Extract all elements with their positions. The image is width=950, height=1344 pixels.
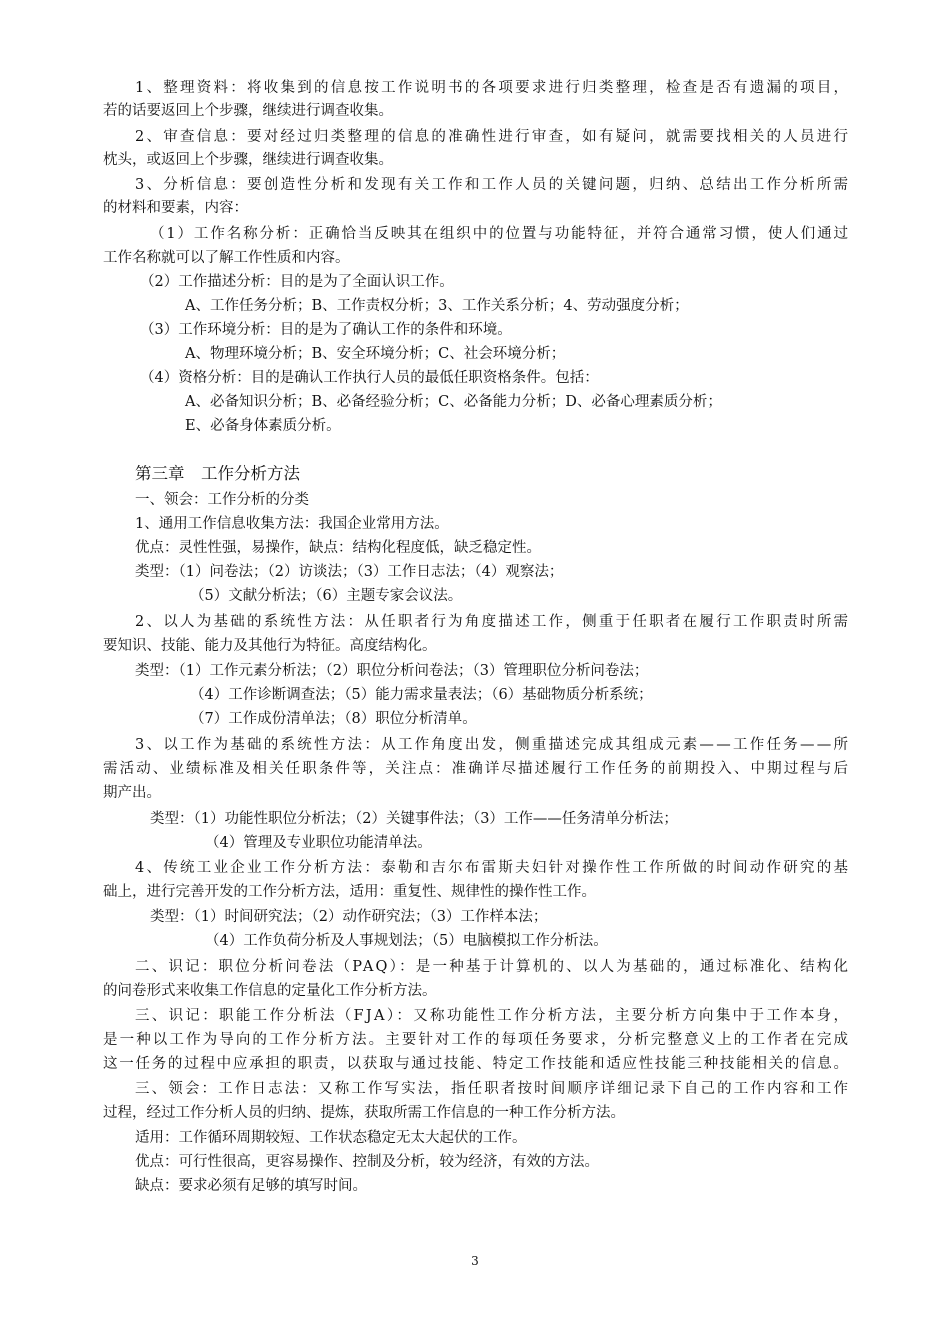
text-line: 二、识记：职位分析问卷法（PAQ）：是一种基于计算机的、以人为基础的，通过标准化、结构化 xyxy=(135,959,851,975)
text-line: 4、传统工业企业工作分析方法：泰勒和吉尔布雷斯夫妇针对操作性工作所做的时间动作研究的基 xyxy=(135,860,851,876)
text-line: 枕头，或返回上个步骤，继续进行调查收集。 xyxy=(103,152,393,168)
text-line: 类型：（1）工作元素分析法；（2）职位分析问卷法；（3）管理职位分析问卷法； xyxy=(135,663,649,679)
text-line: （7）工作成份清单法；（8）职位分析清单。 xyxy=(190,711,477,727)
text-line: 期产出。 xyxy=(103,785,161,801)
text-line: 是一种以工作为导向的工作分析方法。主要针对工作的每项任务要求，分析完整意义上的工作者在完成 xyxy=(103,1032,851,1048)
text-line: A、必备知识分析；B、必备经验分析；C、必备能力分析；D、必备心理素质分析； xyxy=(185,394,722,410)
text-line: 3、以工作为基础的系统性方法：从工作角度出发，侧重描述完成其组成元素——工作任务——所 xyxy=(135,737,851,753)
text-line: 2、审查信息：要对经过归类整理的信息的准确性进行审查，如有疑问，就需要找相关的人员进行 xyxy=(135,129,851,145)
text-line: 过程，经过工作分析人员的归纳、提炼，获取所需工作信息的一种工作分析方法。 xyxy=(103,1105,625,1121)
text-line: （4）工作诊断调查法；（5）能力需求量表法；（6）基础物质分析系统； xyxy=(190,687,653,703)
text-line: 这一任务的过程中应承担的职责，以获取与通过技能、特定工作技能和适应性技能三种技能相关的信息。 xyxy=(103,1056,850,1072)
text-line: （2）工作描述分析：目的是为了全面认识工作。 xyxy=(140,274,454,290)
text-line: 工作名称就可以了解工作性质和内容。 xyxy=(103,250,350,266)
text-line: 一、领会：工作分析的分类 xyxy=(135,492,309,508)
text-line: 若的话要返回上个步骤，继续进行调查收集。 xyxy=(103,103,393,119)
text-line: A、工作任务分析；B、工作责权分析；3、工作关系分析；4、劳动强度分析； xyxy=(185,298,689,314)
text-line: 三、领会：工作日志法：又称工作写实法，指任职者按时间顺序详细记录下自己的工作内容和工作 xyxy=(135,1081,851,1097)
text-line: （1）工作名称分析：正确恰当反映其在组织中的位置与功能特征，并符合通常习惯，使人们通过 xyxy=(150,226,850,242)
text-line: 适用：工作循环周期较短、工作状态稳定无太大起伏的工作。 xyxy=(135,1130,527,1146)
text-line: 1、通用工作信息收集方法：我国企业常用方法。 xyxy=(135,516,449,532)
text-line: 础上，进行完善开发的工作分析方法，适用：重复性、规律性的操作性工作。 xyxy=(103,884,596,900)
text-line: 三、识记：职能工作分析法（FJA）：又称功能性工作分析方法，主要分析方向集中于工作本身， xyxy=(135,1008,851,1024)
text-line: 优点：可行性很高，更容易操作、控制及分析，较为经济，有效的方法。 xyxy=(135,1154,599,1170)
text-line: 要知识、技能、能力及其他行为特征。高度结构化。 xyxy=(103,638,437,654)
chapter-heading: 第三章 工作分析方法 xyxy=(135,464,300,483)
text-line: （4）管理及专业职位功能清单法。 xyxy=(205,835,432,851)
text-line: E、必备身体素质分析。 xyxy=(185,418,341,434)
text-line: 类型：（1）问卷法；（2）访谈法；（3）工作日志法；（4）观察法； xyxy=(135,564,564,580)
text-line: 2、以人为基础的系统性方法：从任职者行为角度描述工作，侧重于任职者在履行工作职责时所需 xyxy=(135,614,851,630)
text-line: （5）文献分析法；（6）主题专家会议法。 xyxy=(190,588,463,604)
text-line: 3、分析信息：要创造性分析和发现有关工作和工作人员的关键问题，归纳、总结出工作分析所需 xyxy=(135,177,851,193)
text-line: A、物理环境分析；B、安全环境分析；C、社会环境分析； xyxy=(185,346,566,362)
text-line: 缺点：要求必须有足够的填写时间。 xyxy=(135,1178,367,1194)
text-line: （4）资格分析：目的是确认工作执行人员的最低任职资格条件。包括： xyxy=(140,370,599,386)
text-line: 优点：灵性性强，易操作，缺点：结构化程度低，缺乏稳定性。 xyxy=(135,540,541,556)
text-line: 类型：（1）功能性职位分析法；（2）关键事件法；（3）工作——任务清单分析法； xyxy=(150,811,678,827)
text-line: 的材料和要素，内容： xyxy=(103,200,248,216)
text-line: 需活动、业绩标准及相关任职条件等，关注点：准确详尽描述履行工作任务的前期投入、中期过程与后 xyxy=(103,761,851,777)
text-line: （3）工作环境分析：目的是为了确认工作的条件和环境。 xyxy=(140,322,512,338)
text-line: 类型：（1）时间研究法；（2）动作研究法；（3）工作样本法； xyxy=(150,909,548,925)
text-line: （4）工作负荷分析及人事规划法；（5）电脑模拟工作分析法。 xyxy=(205,933,608,949)
text-line: 1、整理资料：将收集到的信息按工作说明书的各项要求进行归类整理，检查是否有遗漏的项目， xyxy=(135,80,851,96)
page-number: 3 xyxy=(471,1254,479,1268)
text-line: 的问卷形式来收集工作信息的定量化工作分析方法。 xyxy=(103,983,437,999)
